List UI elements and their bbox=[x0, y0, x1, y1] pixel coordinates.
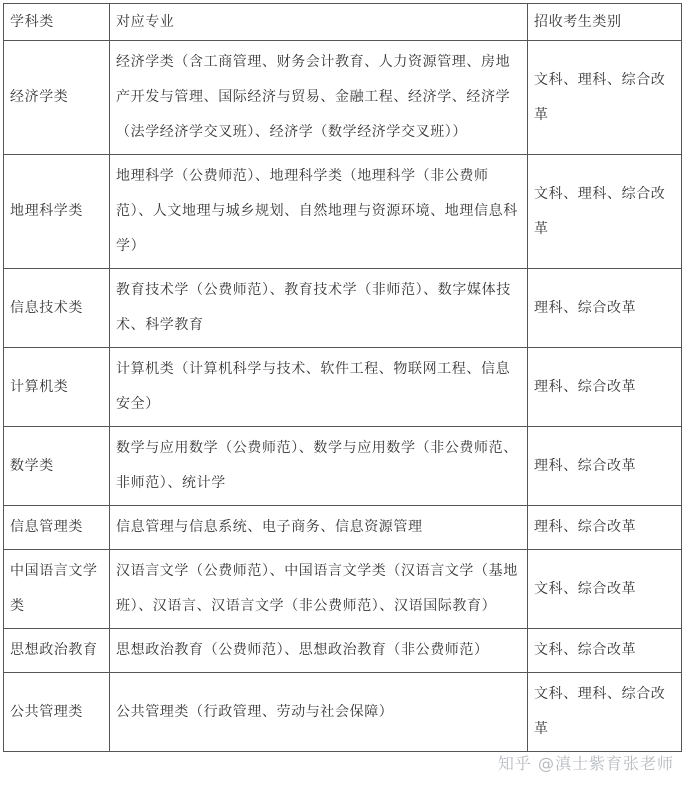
majors-cell: 公共管理类（行政管理、劳动与社会保障） bbox=[110, 673, 528, 752]
enrollment-cell: 理科、综合改革 bbox=[528, 348, 682, 427]
table-row bbox=[4, 348, 682, 427]
majors-cell: 信息管理与信息系统、电子商务、信息资源管理 bbox=[110, 506, 528, 550]
category-cell: 中国语言文学类 bbox=[4, 550, 110, 629]
enrollment-cell: 文科、理科、综合改革 bbox=[528, 673, 682, 752]
table-header-row bbox=[4, 4, 682, 41]
majors-cell: 经济学类（含工商管理、财务会计教育、人力资源管理、房地产开发与管理、国际经济与贸易、金融工程、经济学、经济学（法学经济学交叉班）、经济学（数学经济学交叉班）） bbox=[110, 41, 528, 155]
category-cell: 计算机类 bbox=[4, 348, 110, 427]
category-cell: 数学类 bbox=[4, 427, 110, 506]
majors-cell: 计算机类（计算机科学与技术、软件工程、物联网工程、信息安全） bbox=[110, 348, 528, 427]
header-category: 学科类 bbox=[4, 4, 110, 41]
table-row bbox=[4, 427, 682, 506]
majors-cell: 汉语言文学（公费师范）、中国语言文学类（汉语言文学（基地班）、汉语言、汉语言文学（非公费师范）、汉语国际教育） bbox=[110, 550, 528, 629]
watermark: 知乎 @滇士紫育张老师 bbox=[497, 754, 674, 773]
category-cell: 公共管理类 bbox=[4, 673, 110, 752]
enrollment-cell: 文科、综合改革 bbox=[528, 629, 682, 673]
enrollment-cell: 理科、综合改革 bbox=[528, 269, 682, 348]
table-row bbox=[4, 550, 682, 629]
table-row bbox=[4, 155, 682, 269]
enrollment-cell: 理科、综合改革 bbox=[528, 427, 682, 506]
category-cell: 信息管理类 bbox=[4, 506, 110, 550]
enrollment-cell: 文科、理科、综合改革 bbox=[528, 41, 682, 155]
enrollment-cell: 文科、理科、综合改革 bbox=[528, 155, 682, 269]
majors-table bbox=[3, 3, 682, 752]
category-cell: 经济学类 bbox=[4, 41, 110, 155]
table-row bbox=[4, 41, 682, 155]
majors-cell: 地理科学（公费师范）、地理科学类（地理科学（非公费师范）、人文地理与城乡规划、自然地理与资源环境、地理信息科学） bbox=[110, 155, 528, 269]
enrollment-cell: 文科、综合改革 bbox=[528, 550, 682, 629]
header-majors: 对应专业 bbox=[110, 4, 528, 41]
category-cell: 地理科学类 bbox=[4, 155, 110, 269]
header-enrollment: 招收考生类别 bbox=[528, 4, 682, 41]
table-row bbox=[4, 673, 682, 752]
majors-cell: 数学与应用数学（公费师范）、数学与应用数学（非公费师范、非师范）、统计学 bbox=[110, 427, 528, 506]
majors-cell: 思想政治教育（公费师范）、思想政治教育（非公费师范） bbox=[110, 629, 528, 673]
table-row bbox=[4, 269, 682, 348]
category-cell: 信息技术类 bbox=[4, 269, 110, 348]
enrollment-cell: 理科、综合改革 bbox=[528, 506, 682, 550]
table-row bbox=[4, 506, 682, 550]
table-row bbox=[4, 629, 682, 673]
category-cell: 思想政治教育 bbox=[4, 629, 110, 673]
majors-cell: 教育技术学（公费师范）、教育技术学（非师范）、数字媒体技术、科学教育 bbox=[110, 269, 528, 348]
